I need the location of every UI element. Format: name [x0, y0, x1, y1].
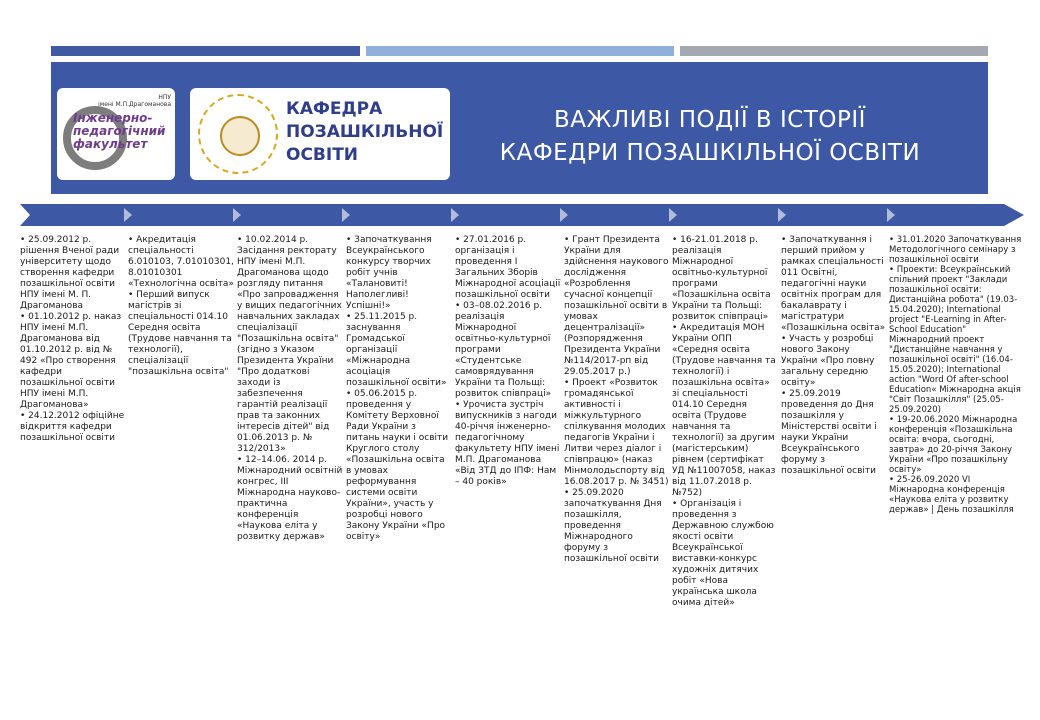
- timeline-arrow-shape: [20, 204, 1024, 226]
- page-title: ВАЖЛИВІ ПОДІЇ В ІСТОРІЇ КАФЕДРИ ПОЗАШКІЛЬНОЇ ОСВІТИ: [499, 107, 921, 166]
- events-2014-text: • 10.02.2014 р. Засідання ректорату НПУ імені М.П. Драгоманова щодо розгляду питання «Про запровадження у вищих педагогічних навчальних закладах спеціалізації "Позашкільна освіта" (згідно з Указом Президента України "Про додаткові заходи із забезпечення гарантій реалізації прав та законних інтересів дітей" від 01.06.2013 р. № 312/2013» • 12–14.06. 2014 р. Міжнародний освітній конгрес, ІІІ Міжнародна науково-практична конференція «Наукова еліта у розвитку держав»: [237, 235, 343, 542]
- events-2019-text: • Започаткування і перший прийом у рамках спеціальності 011 Освітні, педагогічні науки освітніх програм для бакалаврату і магістратури «Позашкільна освіта» • Участь у розробці нового Закону України «Про повну загальну середню освіту» • 25.09.2019 проведення до Дня позашкілля у Міністерстві освіти і науки України Всеукраїнського форуму з позашкільної освіти: [781, 235, 886, 476]
- events-2013-text: • Акредитація спеціальності 6.010103, 7.01010301, 8.01010301 «Технологічна освіта» • Перший випуск магістрів зі спеціальності 014.10 Середня освіта (Трудове навчання та технології), спеціалізації "позашкільна освіта": [128, 235, 234, 377]
- year-label-2013: 2013: [146, 10, 174, 21]
- year-label-2015: 2015: [364, 10, 392, 21]
- timeline-arrow: [20, 200, 1024, 230]
- events-2017-text: • Грант Президента України для здійснення наукового дослідження «Розроблення сучасної концепції позашкільної освіти в умовах децентралізації» (Розпорядження Президента України №114/2017-рп від 29.05.2017 р.) • Проект «Розвиток громадянської активності і міжкультурного спілкування молодих педагогів України і Литви через діалог і співпрацю» (наказ Мінмолодьспорту від 16.08.2017 р. № 3451) • 25.09.2020 започаткування Дня позашкілля, проведення Міжнародного форуму з позашкільної освіти: [564, 235, 669, 564]
- top-accent-bar-3: [680, 46, 988, 56]
- top-accent-bar-1: [51, 46, 360, 56]
- portrait-icon: [220, 116, 260, 156]
- department-logo: [190, 88, 450, 180]
- events-2018: [672, 235, 778, 609]
- events-2013: [128, 235, 234, 378]
- events-2015: [346, 235, 452, 543]
- events-2015-text: • Започаткування Всеукраїнського конкурсу творчих робіт учнів «Талановиті! Наполегливі! Успішні!» • 25.11.2015 р. заснування Громадської організації «Міжнародна асоціація позашкільної освіти» • 05.06.2015 р. проведення у Комітету Верховної Ради України з питань науки і освіти Круглого столу «Позашкільна освіта в умовах реформування системи освіти України», участь у розробці нового Закону України «Про освіту»: [346, 235, 449, 542]
- year-label-2017: 2017: [582, 10, 610, 21]
- events-2012-text: • 25.09.2012 р. рішення Вченої ради університету щодо створення кафедри позашкільної освіти НПУ імені М. П. Драгоманова • 01.10.2012 р. наказ НПУ імені М.П. Драгоманова від 01.10.2012 р. від № 492 «Про створення кафедри позашкільної освіти НПУ імені М.П. Драгоманова» • 24.12.2012 офіційне відкриття кафедри позашкільної освіти: [20, 235, 125, 443]
- seal-icon: [198, 94, 278, 174]
- year-label-2018: 2018: [690, 10, 718, 21]
- top-accent-bar-2: [366, 46, 674, 56]
- year-label-2016: 2016: [473, 10, 501, 21]
- events-2012: [20, 235, 126, 444]
- year-label-2014: 2014: [255, 10, 283, 21]
- events-2017: [564, 235, 670, 565]
- events-2016: [455, 235, 561, 488]
- department-name: КАФЕДРА ПОЗАШКІЛЬНОЇ ОСВІТИ: [286, 99, 444, 165]
- events-2018-text: • 16-21.01.2018 р. реалізація Міжнародної освітньо-культурної програми «Позашкільна освіта України та Польщі: розвиток співпраці» • Акредитація МОН України ОПП «Середня освіта (Трудове навчання та технології) і позашкільна освіта» зі спеціальності 014.10 Середня освіта (Трудове навчання та технології) за другим (магістерським) рівнем (сертифікат УД №11007058, наказ від 11.07.2018 р. №752) • Організація і проведення з Державною службою якості освіти Всеукраїнської виставки-конкурс художніх дитячих робіт «Нова українська школа очима дітей»: [672, 235, 776, 608]
- faculty-logo-name: Інженерно- педагогічний факультет: [73, 111, 166, 151]
- year-label-2019: 2019: [799, 10, 827, 21]
- events-2020: [889, 235, 1024, 515]
- faculty-logo-university: НПУ імені М.П.Драгоманова: [98, 94, 171, 108]
- events-2019: [781, 235, 887, 477]
- events-2016-text: • 27.01.2016 р. організація і проведення І Загальних Зборів Міжнародної асоціації позашкільної освіти • 03–08.02.2016 р. реалізація Міжнародної освітньо-культурної програми «Студентське самоврядування України та Польщі: розвиток співпраці» • Урочиста зустріч випускників з нагоди 40-річчя інженерно-педагогічному факультету НПУ імені М.П. Драгоманова «Від ЗТД до ІПФ: Нам – 40 років»: [455, 235, 561, 487]
- events-2014: [237, 235, 343, 543]
- faculty-logo: [57, 88, 175, 180]
- year-label-2020: 2020: [907, 10, 935, 21]
- year-label-2012: 2012: [38, 10, 66, 21]
- events-2020-text: • 31.01.2020 Започаткування Методологічного семінару з позашкільної освіти • Проекти: Всеукраїнський спільний проект "Заклади позашкільної освіти: Дистанційна робота" (19.03-15.04.2020); International project "E-Learning in After-School Education" Міжнародний проект "Дистанційне навчання у позашкільної освіті" (16.04-15.05.2020); International action "Word Of after-school Education« Міжнародна акція "Світ Позашкілля" (25.05-25.09.2020) • 19-20.06.2020 Міжнародна конференція «Позашкільна освіта: вчора, сьогодні, завтра» до 20-річчя Закону України «Про позашкільну освіту» • 25-26.09.2020 VI Міжнародна конференція «Наукова еліта у розвитку держав» | День позашкілля: [889, 235, 1022, 515]
